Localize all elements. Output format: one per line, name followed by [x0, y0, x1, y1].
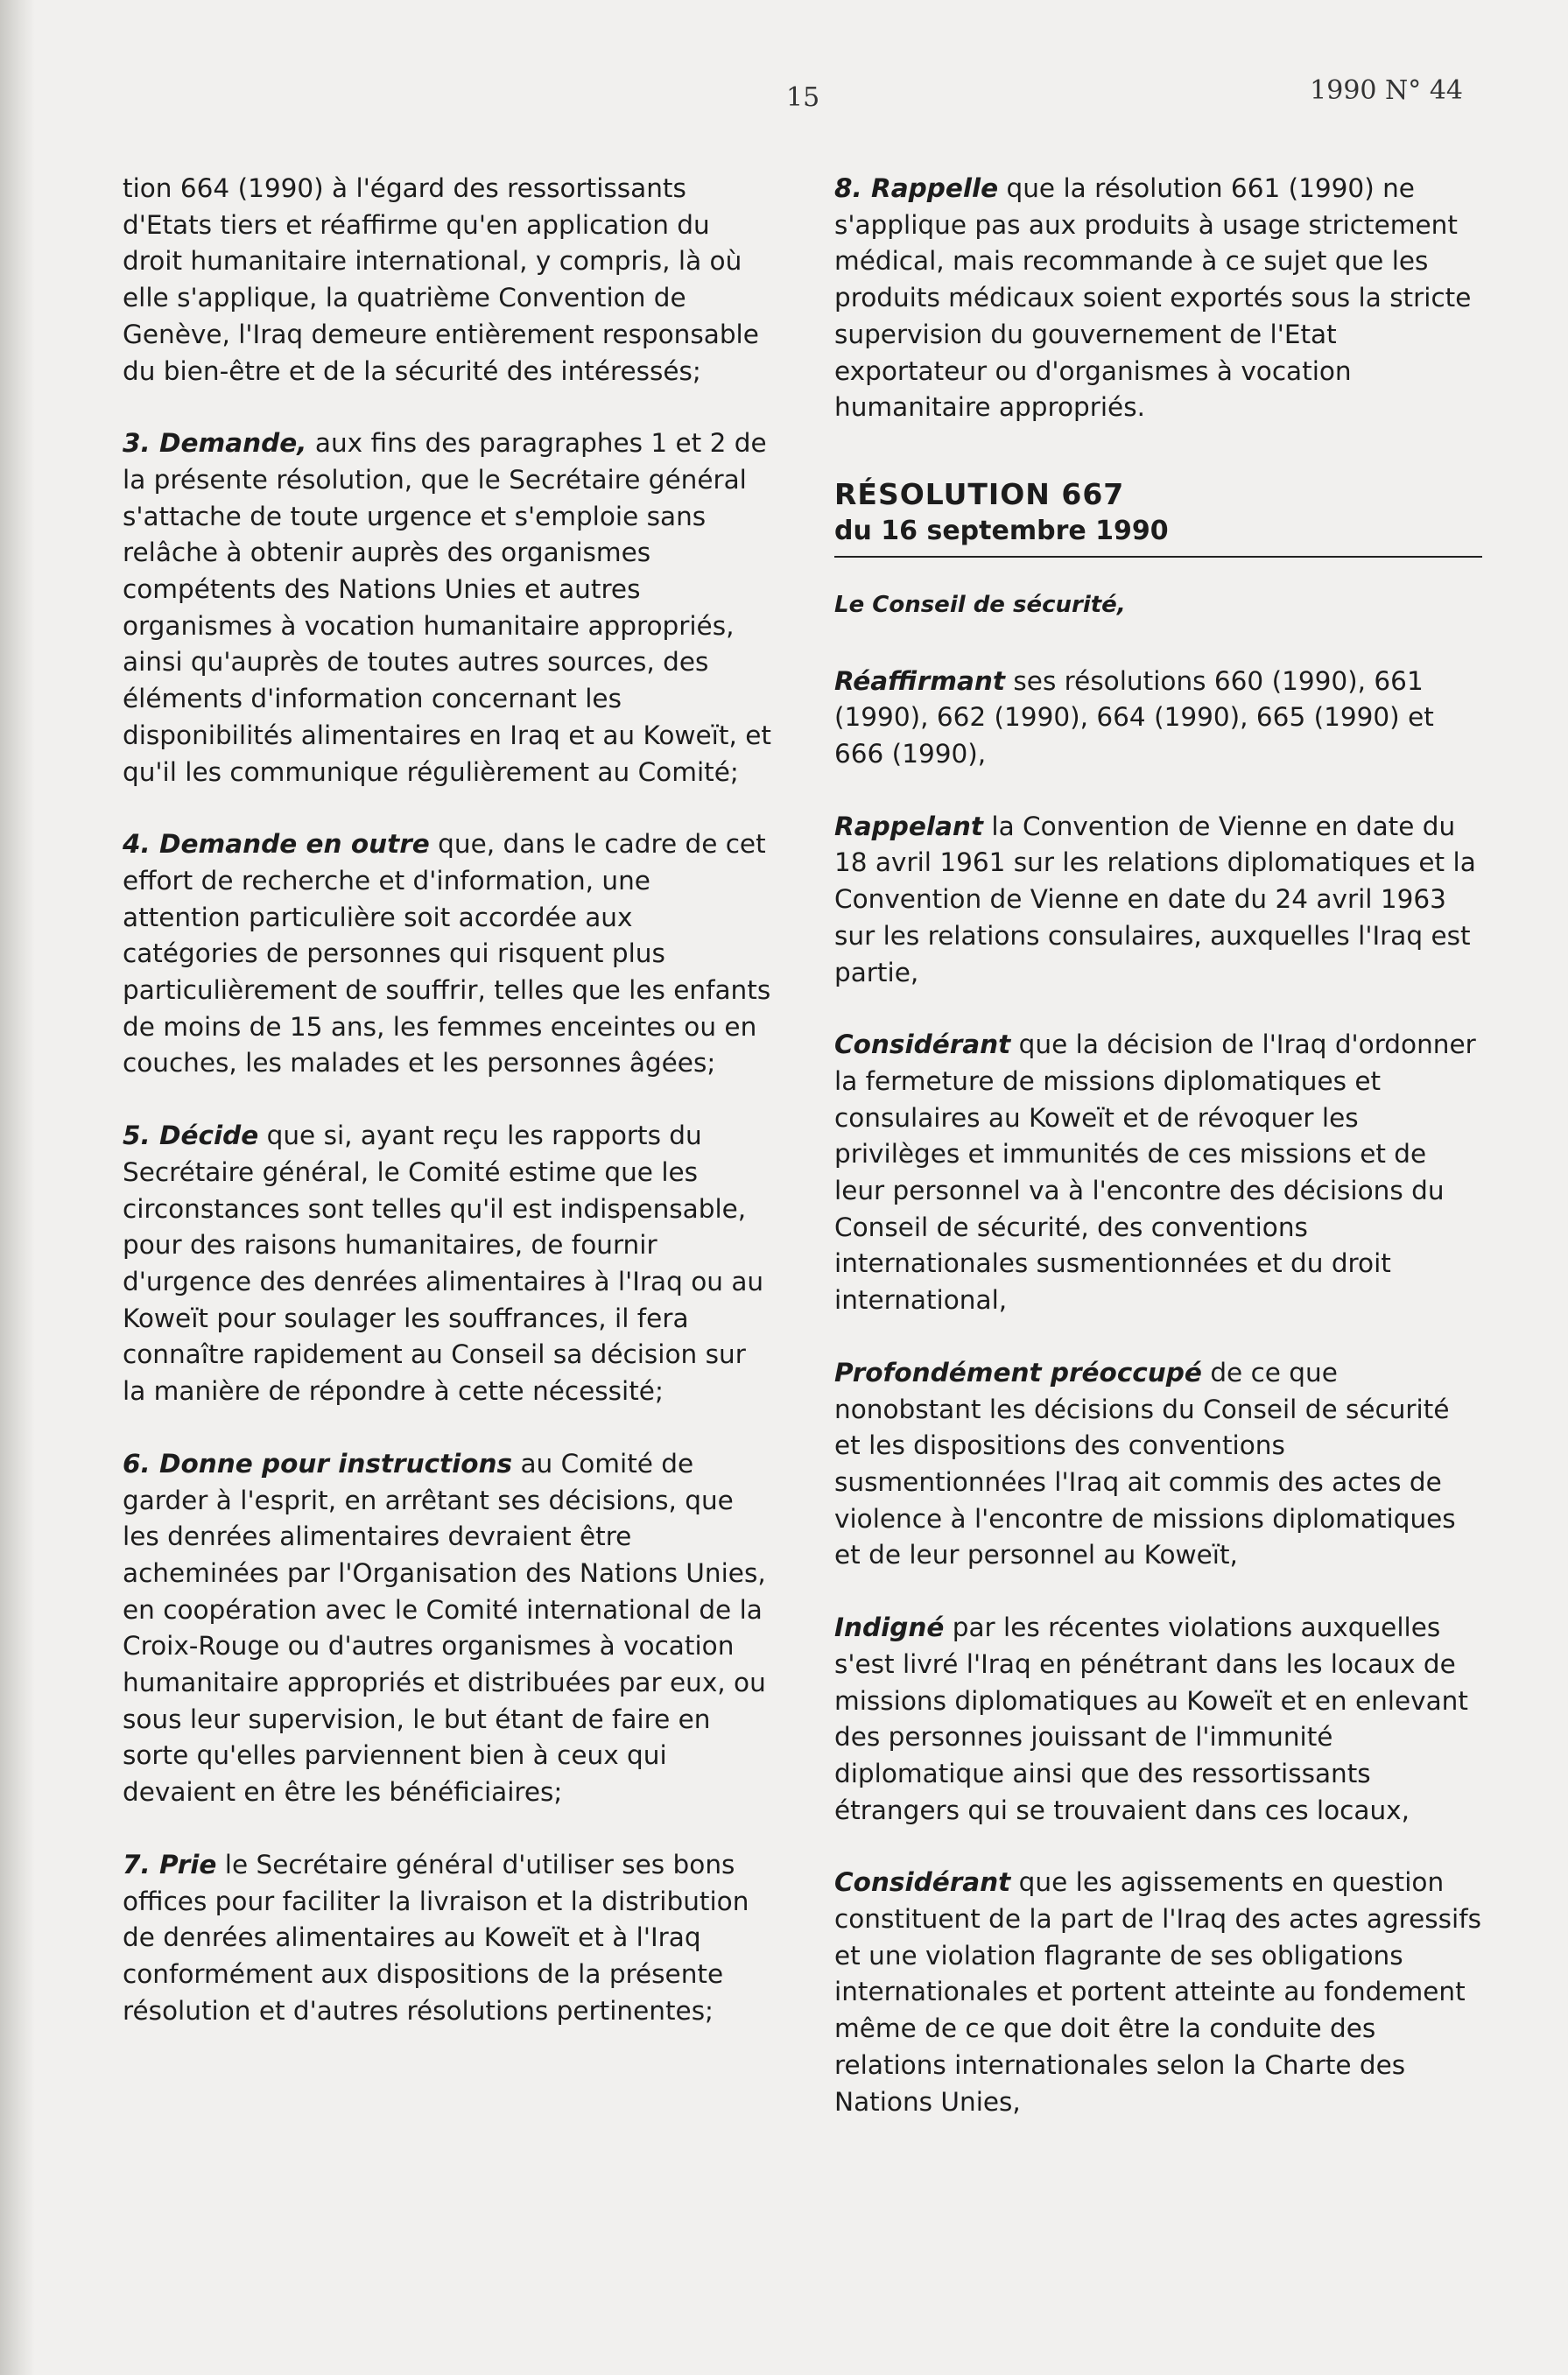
paragraph-3: 3. Demande, aux fins des paragraphes 1 et 2 de la présente résolution, que le Secrétaire général s'attache de toute urgence et s'emploie sans relâche à obtenir auprès des organismes compétents des Nations Unies et autres organismes à vocation humanitaire appropriés, ainsi qu'auprès de toutes autres sources, des éléments d'information concernant les disponibilités alimentaires en Iraq et au Koweït, et qu'il les communique régulièrement au Comité;	[123, 428, 771, 787]
council-heading: Le Conseil de sécurité,	[834, 591, 1126, 618]
paragraph-lead: Profondément préoccupé	[834, 1357, 1202, 1388]
paragraph-continuation: tion 664 (1990) à l'égard des ressortissants d'Etats tiers et réaffirme qu'en application du droit humanitaire international, y compris, là où elle s'applique, la quatrième Convention de Genève, l'Iraq demeure entièrement responsable du bien-être et de la sécurité des intéressés;	[123, 173, 759, 386]
left-column	[123, 171, 775, 2065]
page-binding-shadow	[0, 0, 35, 2375]
paragraph-6: 6. Donne pour instructions au Comité de garder à l'esprit, en arrêtant ses décisions, que les denrées alimentaires devraient être acheminées par l'Organisation des Nations Unies, en coopération avec le Comité international de la Croix-Rouge ou d'autres organismes à vocation humanitaire appropriés et distribuées par eux, ou sous leur supervision, le but étant de faire en sorte qu'elles parviennent bien à ceux qui devaient en être les bénéficiaires;	[123, 1448, 766, 1808]
paragraph-lead: Considérant	[834, 1029, 1011, 1060]
paragraph-4: 4. Demande en outre que, dans le cadre de cet effort de recherche et d'information, une attention particulière soit accordée aux catégories de personnes qui risquent plus particulièrement de souffrir, telles que les enfants de moins de 15 ans, les femmes enceintes ou en couches, les malades et les personnes âgées;	[123, 829, 771, 1079]
paragraph-lead: 5. Décide	[123, 1121, 259, 1151]
paragraph-lead: Rappelant	[834, 811, 983, 841]
preamble-rappelant: Rappelant la Convention de Vienne en date du 18 avril 1961 sur les relations diplomatiques et la Convention de Vienne en date du 24 avril 1963 sur les relations consulaires, auxquelles l'Iraq est partie,	[834, 811, 1476, 987]
page-header	[0, 70, 1568, 114]
paragraph-lead: Réaffirmant	[834, 665, 1006, 696]
resolution-title: RÉSOLUTION 667	[834, 476, 1125, 511]
paragraph-8: 8. Rappelle que la résolution 661 (1990) ne s'applique pas aux produits à usage strictement médical, mais recommande à ce sujet que les produits médicaux soient exportés sous la stricte supervision du gouvernement de l'Etat exportateur ou d'organismes à vocation humanitaire appropriés.	[834, 173, 1472, 423]
paragraph-lead: Indigné	[834, 1613, 945, 1643]
preamble-indigne: Indigné par les récentes violations auxquelles s'est livré l'Iraq en pénétrant dans les locaux de missions diplomatiques au Koweït et en enlevant des personnes jouissant de l'immunité diplomatique ainsi que des ressortissants étrangers qui se trouvaient dans ces locaux,	[834, 1613, 1468, 1825]
paragraph-lead: 6. Donne pour instructions	[123, 1448, 513, 1479]
paragraph-lead: Considérant	[834, 1867, 1011, 1898]
paragraph-7: 7. Prie le Secrétaire général d'utiliser ses bons offices pour faciliter la livraison et la distribution de denrées alimentaires au Koweït et à l'Iraq conformément aux dispositions de la présente résolution et d'autres résolutions pertinentes;	[123, 1849, 749, 2026]
paragraph-lead: 3. Demande,	[123, 428, 307, 459]
preamble-preoccupe: Profondément préoccupé de ce que nonobstant les décisions du Conseil de sécurité et les dispositions des conventions susmentionnées l'Iraq ait commis des actes de violence à l'encontre de missions diplomatiques et de leur personnel au Koweït,	[834, 1357, 1456, 1570]
paragraph-5: 5. Décide que si, ayant reçu les rapports du Secrétaire général, le Comité estime que les circonstances sont telles qu'il est indispensable, pour des raisons humanitaires, de fournir d'urgence des denrées alimentaires à l'Iraq ou au Koweït pour soulager les souffrances, il fera connaître rapidement au Conseil sa décision sur la manière de répondre à cette nécessité;	[123, 1121, 764, 1407]
paragraph-lead: 8. Rappelle	[834, 173, 999, 203]
right-column	[834, 171, 1482, 2156]
preamble-considerant-2: Considérant que les agissements en question constituent de la part de l'Iraq des actes agressifs et une violation flagrante de ses obligations internationales et portent atteinte au fondement même de ce que doit être la conduite des relations internationales selon la Charte des Nations Unies,	[834, 1867, 1481, 2117]
document-reference: 1990 N° 44	[1310, 75, 1463, 106]
preamble-considerant: Considérant que la décision de l'Iraq d'ordonner la fermeture de missions diplomatiques et consulaires au Koweït et de révoquer les privilèges et immunités de ces missions et de leur personnel va à l'encontre des décisions du Conseil de sécurité, des conventions internationales susmentionnées et du droit international,	[834, 1029, 1476, 1316]
preamble-reaffirmant: Réaffirmant ses résolutions 660 (1990), 661 (1990), 662 (1990), 664 (1990), 665 (1990) et 666 (1990),	[834, 665, 1434, 769]
resolution-date: du 16 septembre 1990	[834, 514, 1482, 558]
paragraph-lead: 7. Prie	[123, 1849, 217, 1880]
page-number: 15	[786, 82, 820, 113]
paragraph-lead: 4. Demande en outre	[123, 829, 430, 860]
